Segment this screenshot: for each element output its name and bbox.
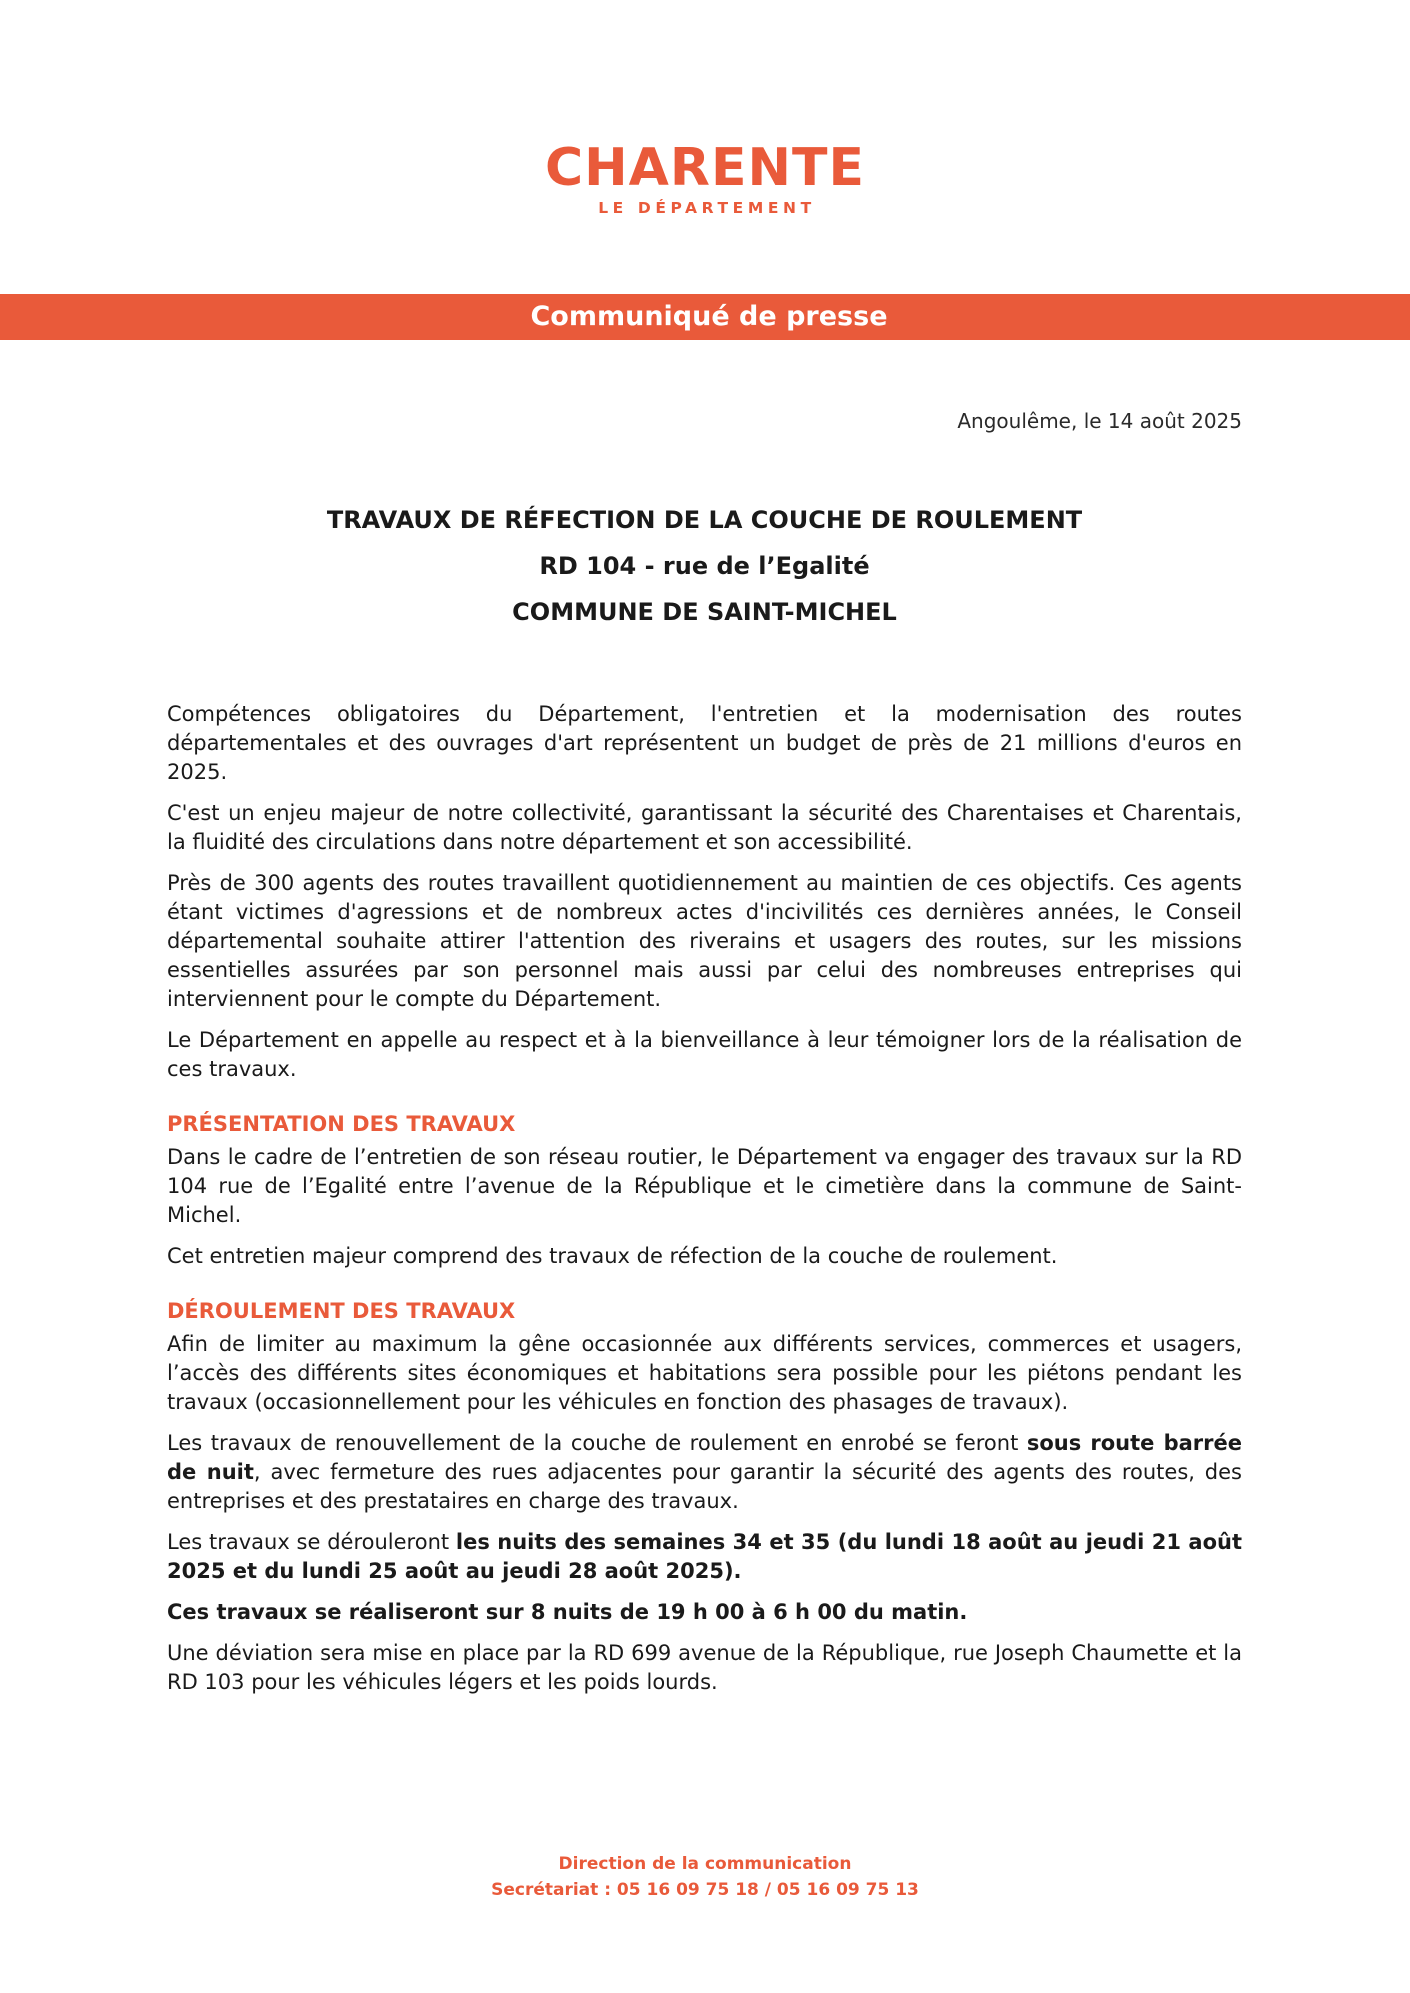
charente-logo xyxy=(0,140,1410,218)
deroulement-paragraph xyxy=(167,1528,1242,1586)
text-run: Les travaux se dérouleront xyxy=(167,1530,456,1554)
text-run: Les travaux de renouvellement de la couche de roulement en enrobé se feront xyxy=(167,1431,1027,1455)
logo-subtitle: LE DÉPARTEMENT xyxy=(598,199,816,217)
intro-paragraph: C'est un enjeu majeur de notre collectivité, garantissant la sécurité des Charentaises et Charentais, la fluidité des circulations dans notre département et son accessibilité. xyxy=(167,801,1242,854)
document-title-block xyxy=(167,497,1242,635)
text-run: , avec fermeture des rues adjacentes pour garantir la sécurité des agents des routes, des entreprises et des prestataires en charge des travaux. xyxy=(167,1460,1242,1513)
bold-text-run: les nuits des semaines 34 et 35 (du lundi 18 août au jeudi 21 août 2025 et du lundi 25 août au jeudi 28 août 2025). xyxy=(167,1530,1242,1583)
intro-paragraph: Près de 300 agents des routes travaillent quotidiennement au maintien de ces objectifs. Ces agents étant victimes d'agressions et de nombreux actes d'incivilités ces dernières années, le Conseil départemental souhaite attirer l'attention des riverains et usagers des routes, sur les missions essentielles assurées par son personnel mais aussi par celui des nombreuses entreprises qui interviennent pour le compte du Département. xyxy=(167,871,1242,1011)
intro-paragraph: Le Département en appelle au respect et à la bienveillance à leur témoigner lors de la réalisation de ces travaux. xyxy=(167,1028,1242,1081)
section-heading-presentation: PRÉSENTATION DES TRAVAUX xyxy=(167,1112,516,1136)
intro-paragraph: Compétences obligatoires du Département, l'entretien et la modernisation des routes départementales et des ouvrages d'art représentent un budget de près de 21 millions d'euros en 2025. xyxy=(167,702,1242,784)
bold-text-run: Ces travaux se réaliseront sur 8 nuits de 19 h 00 à 6 h 00 du matin. xyxy=(167,1600,968,1624)
press-release-banner xyxy=(0,294,1410,340)
deroulement-paragraph: Afin de limiter au maximum la gêne occasionnée aux différents services, commerces et usagers, l’accès des différents sites économiques et habitations sera possible pour les piétons pendant les travaux (occasionnellement pour les véhicules en fonction des phasages de travaux). xyxy=(167,1332,1242,1414)
footer-department: Direction de la communication xyxy=(558,1854,852,1874)
deroulement-paragraph: Une déviation sera mise en place par la RD 699 avenue de la République, rue Joseph Chaumette et la RD 103 pour les véhicules légers et les poids lourds. xyxy=(167,1641,1242,1694)
deroulement-paragraph xyxy=(167,1598,1242,1627)
date-location: Angoulême, le 14 août 2025 xyxy=(957,409,1242,433)
footer-phone-numbers: Secrétariat : 05 16 09 75 18 / 05 16 09 75 13 xyxy=(491,1880,919,1900)
section-heading-deroulement: DÉROULEMENT DES TRAVAUX xyxy=(167,1299,516,1323)
presentation-paragraph: Cet entretien majeur comprend des travaux de réfection de la couche de roulement. xyxy=(167,1244,1058,1268)
title-line-3: COMMUNE DE SAINT-MICHEL xyxy=(512,598,897,626)
title-line-1: TRAVAUX DE RÉFECTION DE LA COUCHE DE ROULEMENT xyxy=(326,506,1083,534)
presentation-paragraph: Dans le cadre de l’entretien de son réseau routier, le Département va engager des travaux sur la RD 104 rue de l’Egalité entre l’avenue de la République et le cimetière dans la commune de Saint-Michel. xyxy=(167,1145,1242,1227)
bold-text-run: sous route barrée de nuit xyxy=(167,1431,1242,1484)
title-line-2: RD 104 - rue de l’Egalité xyxy=(539,552,870,580)
deroulement-paragraph xyxy=(167,1429,1242,1516)
document-body xyxy=(167,700,1242,1709)
footer-contact xyxy=(0,1851,1410,1903)
logo-wordmark: CHARENTE xyxy=(545,138,865,198)
press-release-label: Communiqué de presse xyxy=(530,301,888,332)
